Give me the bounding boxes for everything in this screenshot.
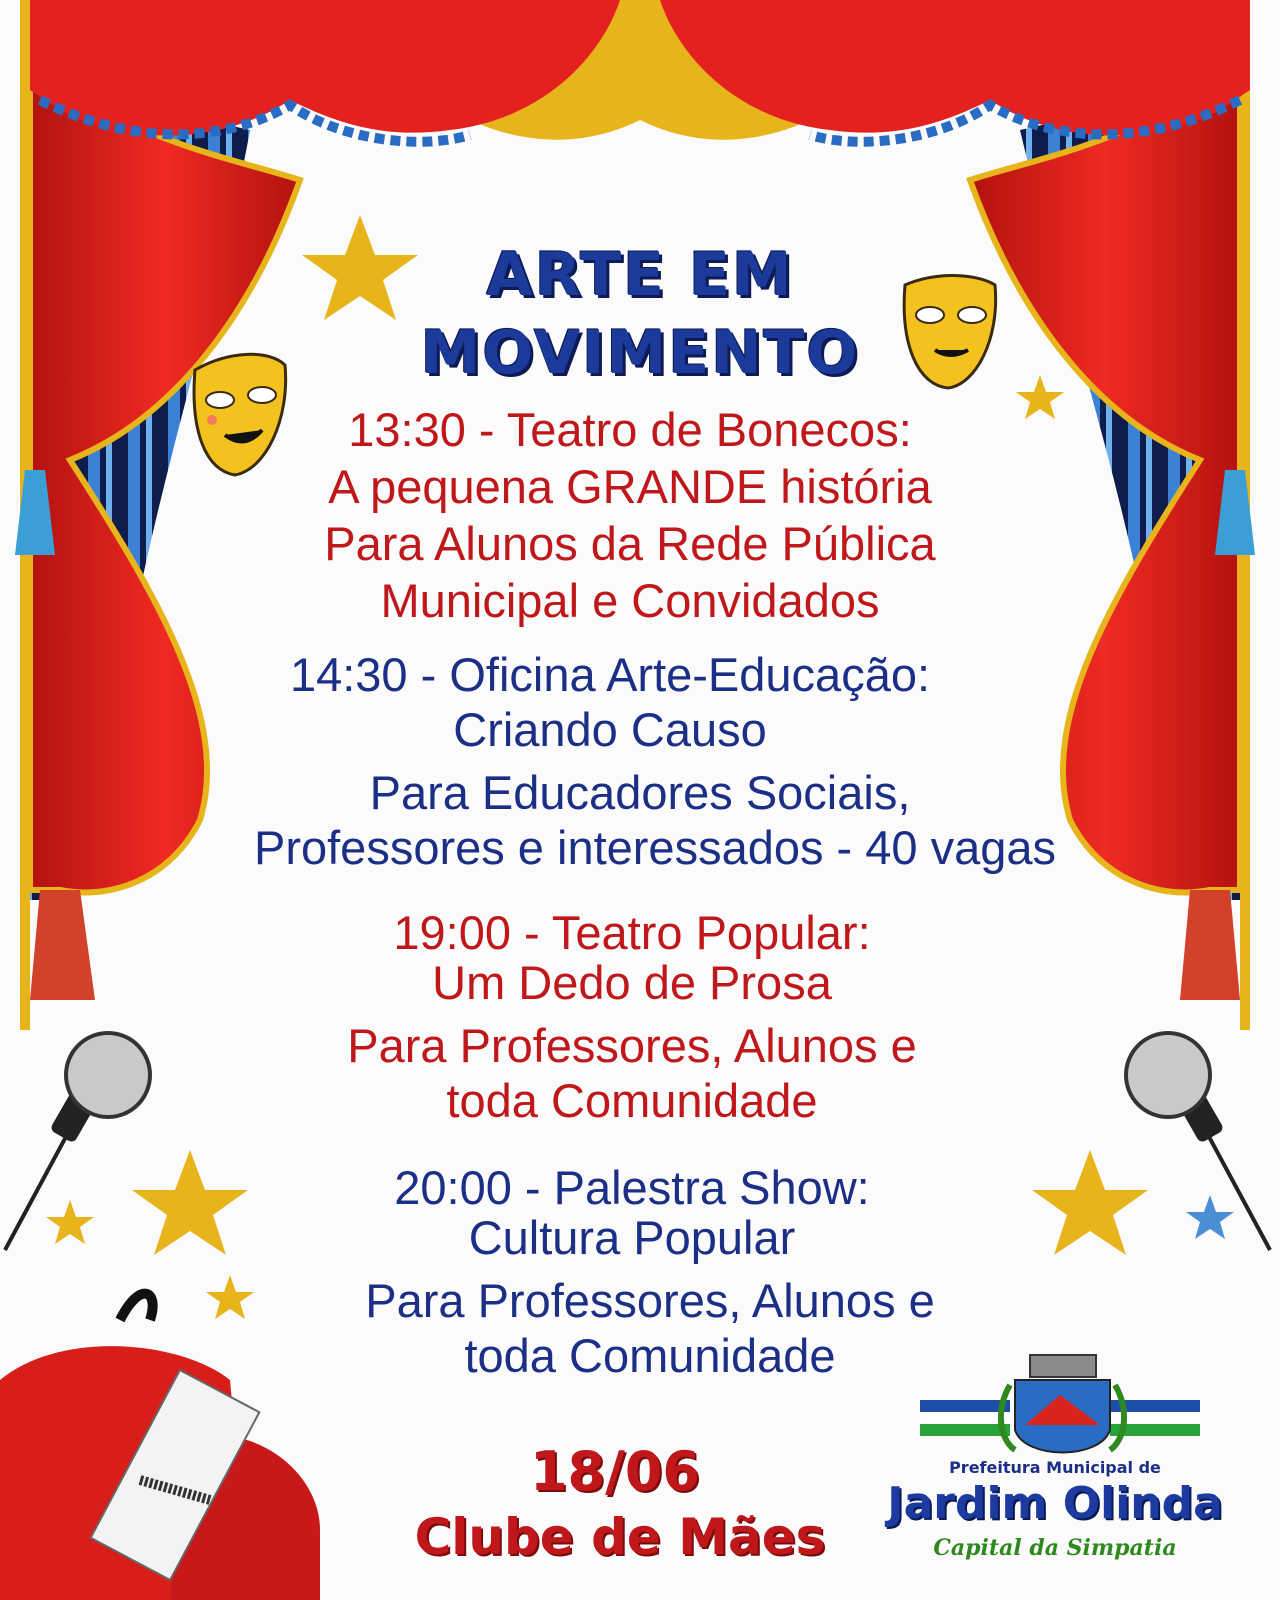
event-4-line-1: 20:00 - Palestra Show: xyxy=(394,1161,870,1214)
event-4-line-4: toda Comunidade xyxy=(464,1329,836,1382)
event-2-line-2: Criando Causo xyxy=(453,703,767,756)
logo-municipality-name: Jardim Olinda xyxy=(887,1478,1223,1529)
event-2-line-4: Professores e interessados - 40 vagas xyxy=(253,821,1057,874)
event-1-line-2: A pequena GRANDE história xyxy=(328,460,932,513)
event-2-line-3: Para Educadores Sociais, xyxy=(369,766,911,819)
logo-prefix: Prefeitura Municipal de xyxy=(949,1458,1161,1477)
event-4-line-2: Cultura Popular xyxy=(468,1211,796,1264)
logo-tagline: Capital da Simpatia xyxy=(933,1535,1177,1561)
event-venue: Clube de Mães xyxy=(414,1508,826,1566)
poster-title-line-2: MOVIMENTO xyxy=(420,318,860,388)
event-4-line-3: Para Professores, Alunos e xyxy=(365,1274,935,1327)
event-1-line-4: Municipal e Convidados xyxy=(380,574,880,627)
event-1-line-1: 13:30 - Teatro de Bonecos: xyxy=(348,403,912,456)
event-date: 18/06 xyxy=(529,1440,700,1503)
event-3-line-4: toda Comunidade xyxy=(446,1074,818,1127)
event-3-line-1: 19:00 - Teatro Popular: xyxy=(393,906,871,959)
event-2-line-1: 14:30 - Oficina Arte-Educação: xyxy=(289,648,931,701)
event-3-line-2: Um Dedo de Prosa xyxy=(432,956,832,1009)
event-3-line-3: Para Professores, Alunos e xyxy=(347,1019,917,1072)
event-1-line-3: Para Alunos da Rede Pública xyxy=(324,517,936,570)
poster-title-line-1: ARTE EM xyxy=(486,240,794,310)
